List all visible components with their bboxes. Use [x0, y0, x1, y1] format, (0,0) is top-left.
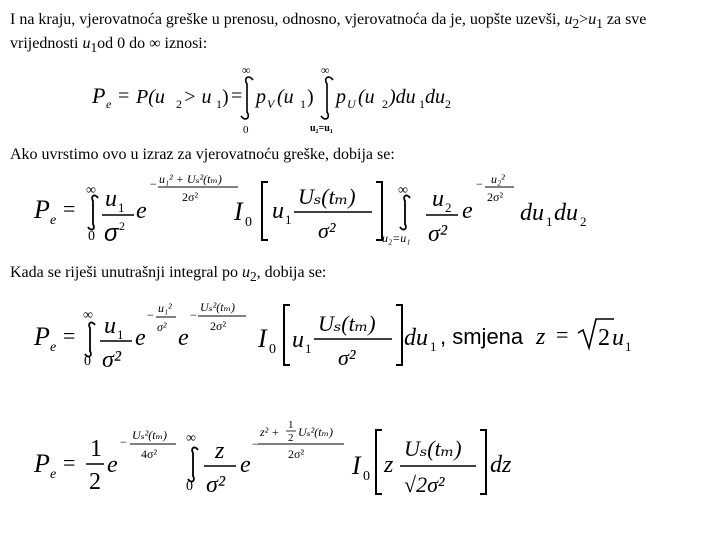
eq4-I0: I — [352, 451, 361, 480]
eq2-tail-sub1: 1 — [546, 214, 553, 229]
eq2-exp2-minus: − — [476, 177, 483, 191]
eq1-du2-sub: 2 — [445, 97, 451, 111]
eq1-equals: = — [118, 85, 130, 107]
var-u1-sub: 1 — [596, 16, 603, 32]
eq4-half-num: 1 — [90, 436, 102, 462]
eq3-exp1-minus: − — [147, 308, 154, 322]
eq3-integral — [85, 322, 95, 356]
eq3-lhs-sub: e — [50, 340, 57, 355]
eq4-exp1-minus: − — [120, 435, 127, 449]
eq3-int-upper: ∞ — [83, 308, 93, 323]
eq1-du1-sub: 1 — [419, 97, 425, 111]
eq2-tail-sub2: 2 — [580, 214, 587, 229]
eq2-frac-num: u — [105, 186, 117, 212]
eq1-prob-sub2: 2 — [176, 97, 182, 111]
intro-text-2: za sve vrijednosti — [10, 11, 647, 53]
eq1-pv-close: ) — [307, 86, 314, 108]
eq3-z-equals: = — [556, 322, 569, 347]
eq4-z-den: σ² — [206, 472, 226, 498]
eq4-half-den: 2 — [89, 469, 101, 495]
eq1-int1-upper: ∞ — [242, 63, 251, 77]
eq3-z: z — [536, 324, 546, 350]
var-u2: u — [564, 11, 573, 28]
eq1-lhs: P — [92, 83, 106, 108]
eq4-lhs-sub: e — [50, 467, 57, 482]
eq4-exp2-den: 2σ² — [288, 447, 305, 461]
eq1-pu-arg: (u — [358, 86, 375, 108]
eq2-integral-2 — [400, 195, 410, 229]
eq2-lhs-sub: e — [50, 213, 57, 228]
eq4-bracket-right — [480, 430, 486, 494]
eq2-frac2-den: σ² — [428, 221, 448, 247]
eq2-int2-upper: ∞ — [398, 183, 408, 198]
eq2-e: e — [136, 198, 147, 224]
eq2-exp2-den: 2σ² — [487, 190, 504, 204]
eq1-pu-sub: U — [347, 97, 356, 111]
eq4-int-upper: ∞ — [186, 431, 196, 446]
eq1-prob: P(u — [136, 86, 165, 108]
eq2-I0: I — [234, 197, 243, 226]
eq3-e1: e — [135, 325, 146, 351]
eq1-prob-gt: > u — [183, 86, 212, 108]
eq2-bfrac-den: σ² — [318, 218, 336, 243]
eq1-pv-arg-sub: 1 — [300, 97, 306, 111]
eq4-e2: e — [240, 452, 251, 478]
eq3-du-sub: 1 — [430, 339, 437, 354]
eq2-e2: e — [462, 198, 473, 224]
eq2-frac2-num-sub: 2 — [445, 200, 452, 215]
eq4-exp2-num-b: Uₛ²(tₘ) — [298, 425, 333, 439]
eq3-exp1-num: u₁² — [158, 301, 172, 315]
solution-text-2: , dobija se: — [256, 264, 327, 281]
eq4-lhs: P — [34, 449, 50, 478]
equation-3 — [0, 295, 720, 375]
eq2-bracket-sub: u₂=u₁ — [382, 231, 411, 245]
eq3-I0-sub: 0 — [269, 342, 276, 357]
eq2-int-upper: ∞ — [86, 183, 96, 198]
eq1-lhs-sub: e — [106, 97, 112, 111]
substitution-paragraph: Ako uvrstimo ovo u izraz za vjerovatnoću greške, dobija se: — [10, 146, 395, 163]
eq4-bfrac-den: √2σ² — [404, 472, 445, 497]
eq2-frac-den-sup: 2 — [119, 219, 125, 233]
eq4-int-lower: 0 — [186, 479, 193, 494]
eq1-integral-2 — [321, 77, 333, 119]
var-u2-p3: u — [241, 264, 250, 281]
eq4-dz: dz — [490, 452, 512, 478]
eq2-exp-den: 2σ² — [182, 190, 199, 204]
eq3-bfrac-den: σ² — [338, 345, 356, 370]
eq2-bfrac-num: Uₛ(tₘ) — [298, 184, 356, 209]
eq1-pu-close: )du — [389, 86, 416, 108]
eq4-I0-sub: 0 — [363, 469, 370, 484]
solution-paragraph — [10, 263, 710, 287]
eq1-du2: du — [425, 86, 445, 108]
eq2-exp-num: u₁² + Uₛ²(tₘ) — [159, 172, 222, 186]
equation-1 — [0, 60, 720, 135]
eq3-bracket-right — [396, 305, 402, 365]
var-u1b: u — [82, 35, 91, 53]
eq2-exp-minus: − — [150, 177, 157, 191]
equation-4 — [0, 410, 720, 500]
eq1-pv: p — [256, 86, 266, 108]
eq3-bfrac-num: Uₛ(tₘ) — [318, 311, 376, 336]
eq4-exp2-half-d: 2 — [288, 432, 294, 444]
var-u1: u — [588, 11, 597, 28]
eq3-e2: e — [178, 325, 189, 351]
eq2-frac-num-sub: 1 — [118, 200, 125, 215]
intro-paragraph — [10, 10, 710, 58]
eq2-integral — [88, 195, 98, 229]
eq4-exp1-den: 4σ² — [141, 447, 158, 461]
eq3-int-lower: 0 — [84, 354, 91, 369]
eq3-frac-den: σ² — [102, 347, 122, 373]
eq3-zu-sub: 1 — [625, 339, 632, 354]
eq3-exp2-num: Uₛ²(tₘ) — [200, 300, 235, 314]
eq2-equals: = — [63, 196, 76, 221]
intro-text: I na kraju, vjerovatnoća greške u prenosu, odnosno, vjerovatnoća da je, uopšte uzevši, — [10, 11, 565, 28]
eq2-int-lower: 0 — [88, 229, 95, 244]
eq4-integral — [188, 447, 198, 481]
eq3-I0: I — [258, 324, 267, 353]
eq4-e1: e — [107, 452, 118, 478]
eq3-exp1-den: σ² — [157, 320, 167, 334]
eq3-exp2-den: 2σ² — [210, 319, 227, 333]
eq2-u1-sub: 1 — [285, 212, 292, 227]
eq1-equals-2: = — [231, 85, 243, 107]
eq1-pu: p — [336, 86, 346, 108]
eq3-bracket-left — [284, 305, 290, 365]
eq4-z-num: z — [215, 438, 225, 464]
eq4-z: z — [384, 452, 394, 478]
eq1-prob-close: ) — [222, 86, 229, 108]
eq1-int2-upper: ∞ — [321, 63, 330, 77]
eq2-lhs: P — [34, 195, 50, 224]
eq3-u1-sub: 1 — [305, 341, 312, 356]
intro-text-3: od 0 do ∞ iznosi: — [97, 35, 208, 53]
eq3-equals: = — [63, 323, 76, 348]
eq3-lhs: P — [34, 322, 50, 351]
eq4-exp2-num-a: z² + — [260, 425, 280, 439]
eq1-integral-1 — [241, 77, 253, 119]
solution-text: Kada se riješi unutrašnji integral po — [10, 264, 242, 281]
var-u2-p3-sub: 2 — [249, 269, 257, 285]
eq3-smjena: , smjena — [440, 324, 524, 349]
eq4-bfrac-num: Uₛ(tₘ) — [404, 436, 462, 461]
eq2-tail-du1: du — [520, 200, 544, 226]
eq4-equals: = — [63, 450, 76, 475]
eq1-pu-arg-sub: 2 — [382, 97, 388, 111]
eq3-frac-num-sub: 1 — [117, 327, 124, 342]
eq2-bracket-left — [262, 182, 268, 240]
eq4-bracket-left — [376, 430, 382, 494]
eq2-frac2-num: u — [432, 186, 444, 212]
eq1-int1-lower: 0 — [243, 124, 249, 136]
eq3-exp2-minus: − — [190, 308, 197, 322]
eq1-pv-sub: V — [267, 97, 275, 111]
eq2-tail-du2: du — [554, 200, 578, 226]
eq1-int2-lower: u₂=u₁ — [310, 123, 333, 134]
eq3-sqrt-2: 2 — [598, 325, 610, 351]
var-u1b-sub: 1 — [90, 40, 98, 56]
eq3-du: du — [404, 325, 428, 351]
eq2-exp2-num: u₂² — [491, 172, 505, 186]
eq3-frac-num: u — [104, 313, 116, 339]
eq3-u1: u — [292, 327, 304, 353]
eq4-exp2-half-n: 1 — [288, 419, 294, 431]
eq4-exp2-minus: − — [252, 437, 259, 451]
eq4-exp1-num: Uₛ²(tₘ) — [132, 428, 167, 442]
eq2-I0-sub: 0 — [245, 215, 252, 230]
eq3-zu: u — [612, 325, 624, 351]
eq1-pv-arg: (u — [277, 86, 294, 108]
eq1-prob-sub1: 1 — [216, 97, 222, 111]
equation-2 — [0, 168, 720, 248]
eq2-u1: u — [272, 198, 284, 224]
gt-sign: > — [579, 11, 589, 28]
var-u2-sub: 2 — [572, 16, 580, 32]
eq2-frac-den: σ — [104, 220, 119, 247]
